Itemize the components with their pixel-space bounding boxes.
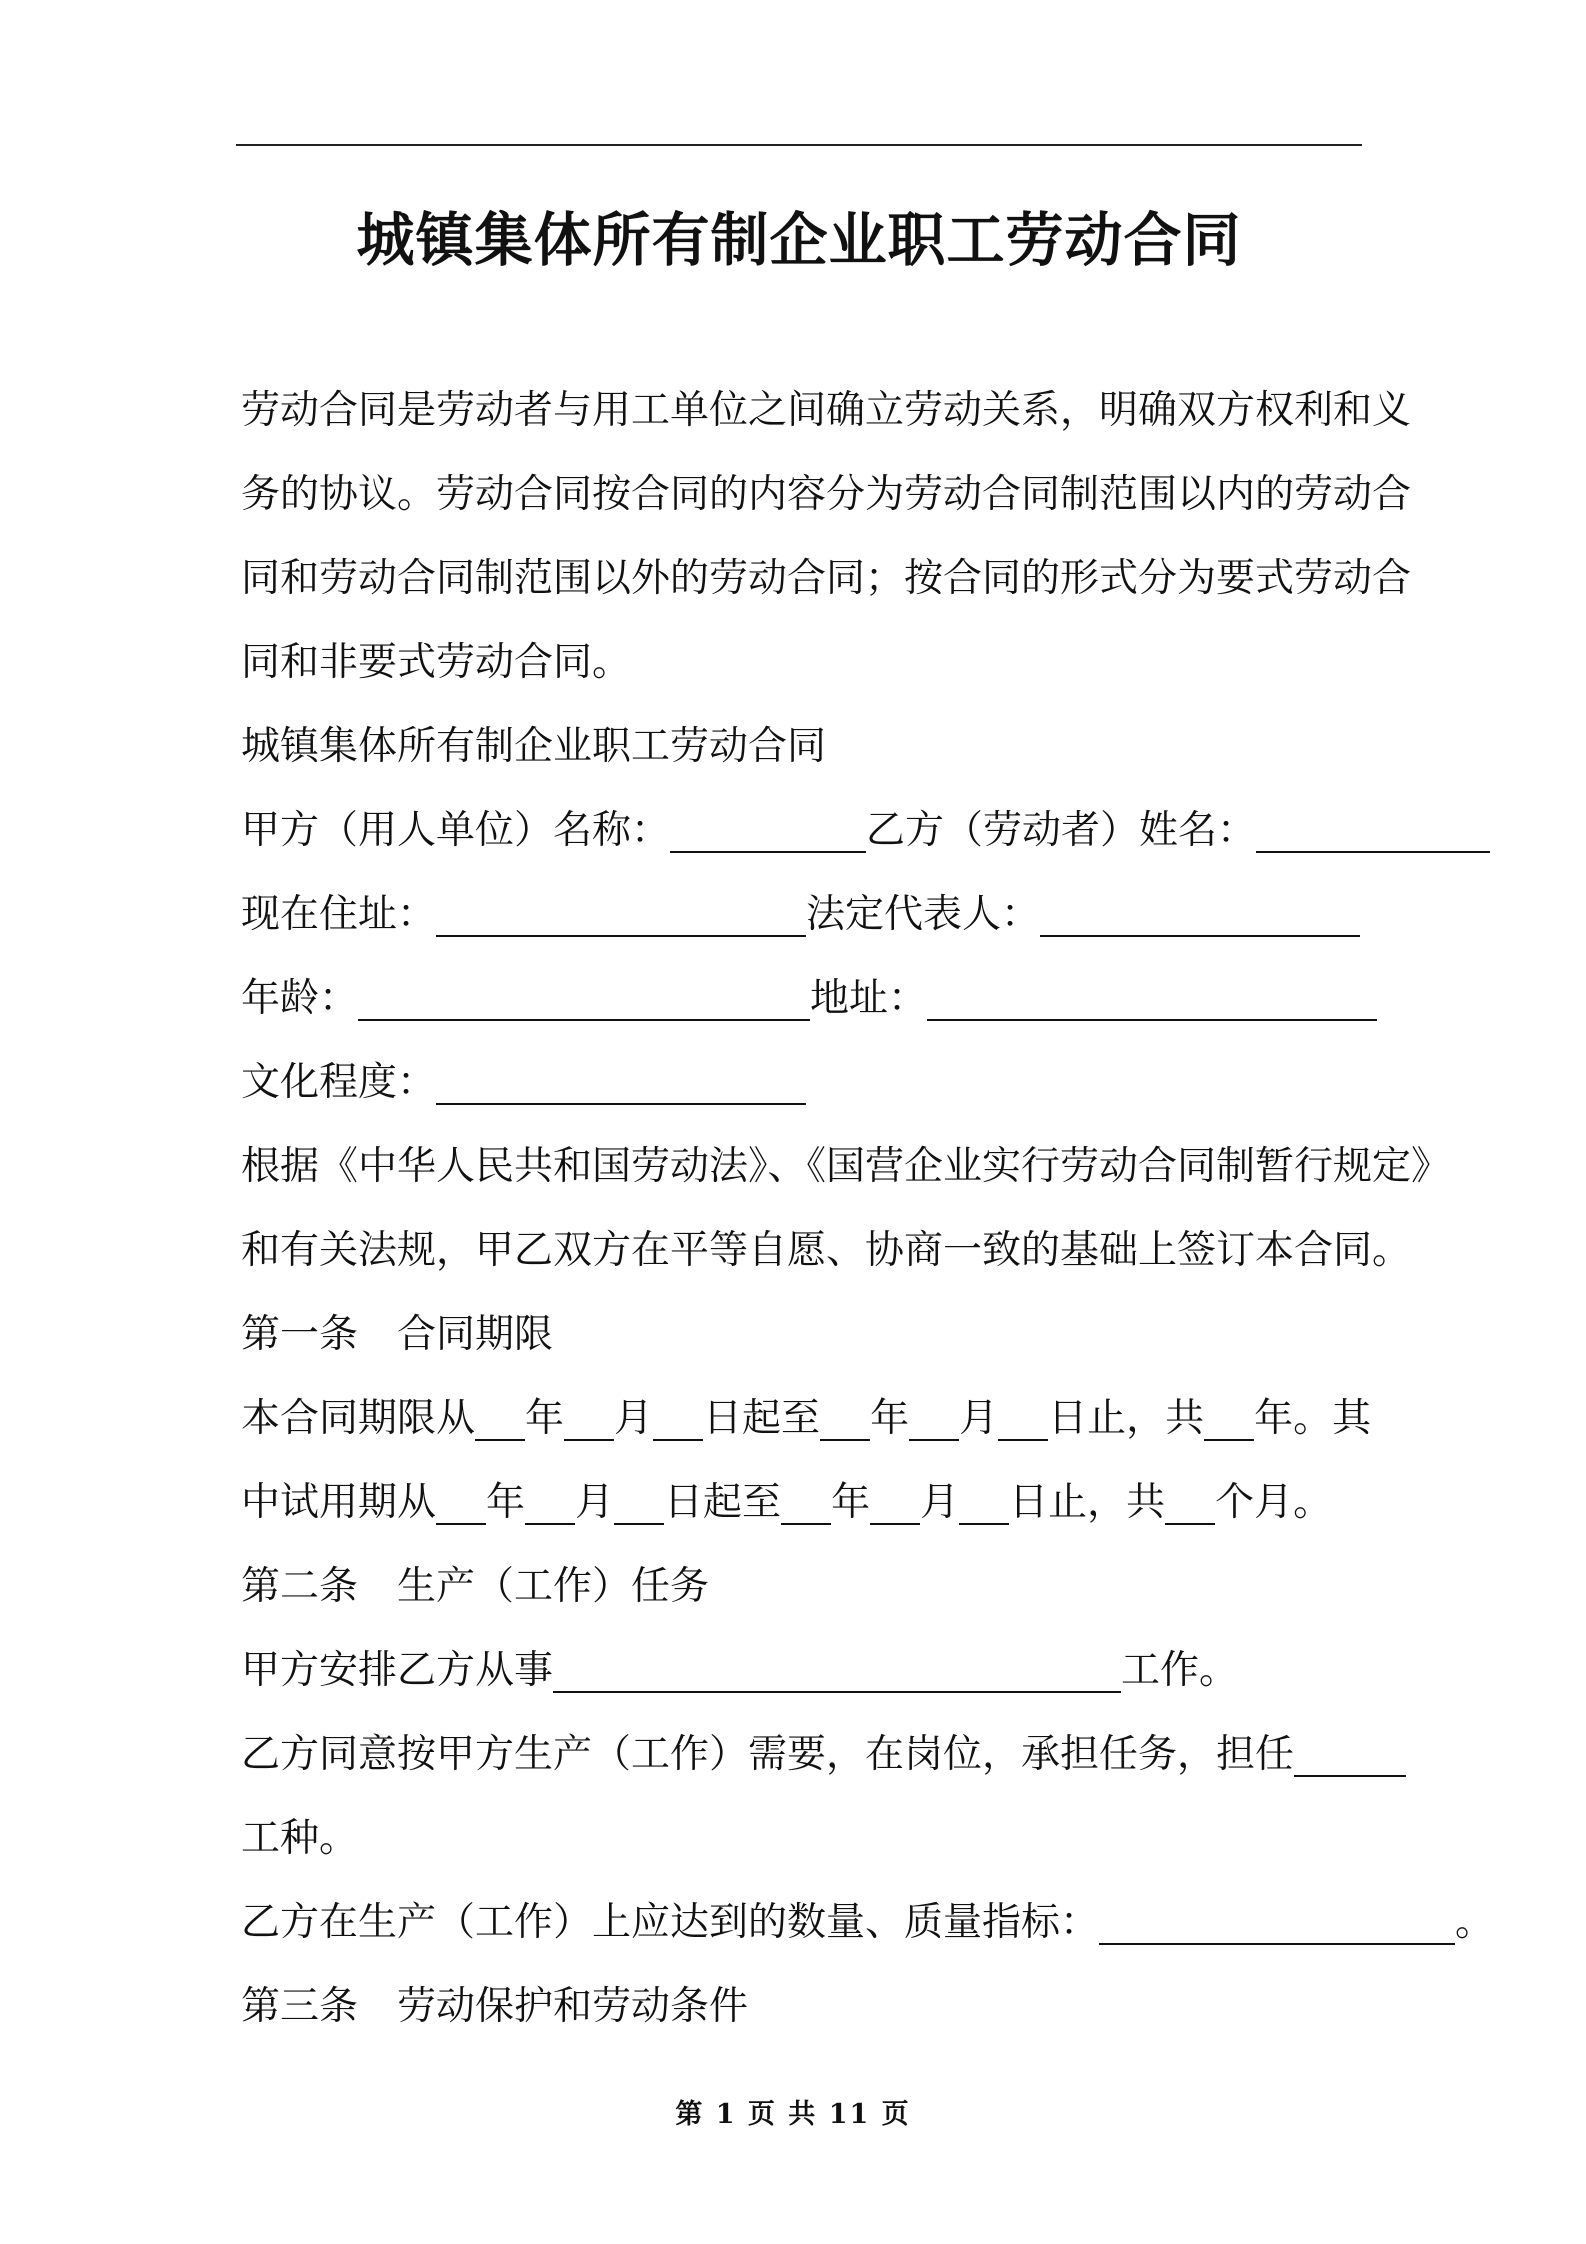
document-body (241, 369, 1495, 2049)
month-unit: 月 (575, 1480, 615, 1525)
assign-suffix: 工作。 (1121, 1648, 1239, 1693)
assign-prefix: 甲方安排乙方从事 (241, 1648, 554, 1693)
education-line (241, 1041, 1377, 1125)
document-title: 城镇集体所有制企业职工劳动合同 (356, 206, 1242, 274)
assignment-line (241, 1629, 1377, 1713)
intro-line-1: 劳动合同是劳动者与用工单位之间确立劳动关系，明确双方权利和义 (241, 388, 1412, 433)
until-text: 日止，共 (1048, 1396, 1205, 1441)
term-start-day-blank[interactable] (653, 1391, 703, 1441)
months-period-text: 个月。 (1215, 1480, 1333, 1525)
year-unit: 年 (525, 1396, 565, 1441)
probation-start-month-blank[interactable] (525, 1475, 575, 1525)
quota-blank[interactable] (1099, 1895, 1455, 1945)
job-type-line: 工种。 (241, 1816, 359, 1861)
term-prefix: 本合同期限从 (241, 1396, 476, 1441)
year-unit: 年 (870, 1396, 910, 1441)
age-label: 年龄： (241, 976, 359, 1021)
article-3-heading: 第三条 劳动保护和劳动条件 (241, 1984, 749, 2029)
quota-line (241, 1881, 1495, 1965)
month-unit: 月 (920, 1480, 960, 1525)
probation-end-month-blank[interactable] (870, 1475, 920, 1525)
party-a-name-blank[interactable] (670, 803, 866, 853)
legal-rep-label: 法定代表人： (806, 892, 1041, 937)
year-unit: 年 (831, 1480, 871, 1525)
article-2-heading: 第二条 生产（工作）任务 (241, 1564, 710, 1609)
probation-prefix: 中试用期从 (241, 1480, 437, 1525)
page-number: 第 1 页 共 11 页 (675, 2099, 911, 2130)
until-text: 日止，共 (1009, 1480, 1166, 1525)
party-a-name-label: 甲方（用人单位）名称： (241, 808, 671, 853)
assignment-blank[interactable] (553, 1643, 1121, 1693)
quota-end: 。 (1455, 1900, 1495, 1945)
intro-line-2: 务的协议。劳动合同按合同的内容分为劳动合同制范围以内的劳动合 (241, 472, 1412, 517)
contract-subtitle: 城镇集体所有制企业职工劳动合同 (241, 724, 827, 769)
intro-line-4: 同和非要式劳动合同。 (241, 640, 632, 685)
location-blank[interactable] (927, 971, 1377, 1021)
probation-end-day-blank[interactable] (959, 1475, 1009, 1525)
party-b-name-label: 乙方（劳动者）姓名： (866, 808, 1257, 853)
term-start-year-blank[interactable] (475, 1391, 525, 1441)
party-b-name-blank[interactable] (1256, 803, 1490, 853)
probation-end-year-blank[interactable] (781, 1475, 831, 1525)
probation-start-day-blank[interactable] (614, 1475, 664, 1525)
term-end-month-blank[interactable] (909, 1391, 959, 1441)
from-text: 日起至 (664, 1480, 782, 1525)
legal-rep-blank[interactable] (1040, 887, 1360, 937)
article-1-heading: 第一条 合同期限 (241, 1312, 554, 1357)
from-text: 日起至 (703, 1396, 821, 1441)
address-blank[interactable] (436, 887, 806, 937)
quota-text: 乙方在生产（工作）上应达到的数量、质量指标： (241, 1900, 1100, 1945)
term-years-blank[interactable] (1204, 1391, 1254, 1441)
location-label: 地址： (810, 976, 928, 1021)
age-location-line (241, 957, 1377, 1041)
address-line (241, 873, 1377, 957)
term-end-year-blank[interactable] (820, 1391, 870, 1441)
agreement-line (241, 1713, 1377, 1797)
probation-months-blank[interactable] (1165, 1475, 1215, 1525)
basis-line-1: 根据《中华人民共和国劳动法》、《国营企业实行劳动合同制暂行规定》 (241, 1144, 1451, 1189)
job-type-blank[interactable] (1294, 1727, 1406, 1777)
header-rule (236, 144, 1362, 146)
month-unit: 月 (614, 1396, 654, 1441)
years-period-text: 年。其 (1254, 1396, 1372, 1441)
probation-start-year-blank[interactable] (436, 1475, 486, 1525)
contract-term-line (241, 1377, 1377, 1461)
month-unit: 月 (959, 1396, 999, 1441)
term-end-day-blank[interactable] (998, 1391, 1048, 1441)
address-label: 现在住址： (241, 892, 437, 937)
age-blank[interactable] (358, 971, 810, 1021)
basis-line-2: 和有关法规，甲乙双方在平等自愿、协商一致的基础上签订本合同。 (241, 1228, 1412, 1273)
party-names-line (241, 789, 1377, 873)
agreement-text: 乙方同意按甲方生产（工作）需要，在岗位，承担任务，担任 (241, 1732, 1295, 1777)
education-blank[interactable] (436, 1055, 806, 1105)
intro-line-3: 同和劳动合同制范围以外的劳动合同；按合同的形式分为要式劳动合 (241, 556, 1412, 601)
education-label: 文化程度： (241, 1060, 437, 1105)
year-unit: 年 (486, 1480, 526, 1525)
term-start-month-blank[interactable] (564, 1391, 614, 1441)
probation-line (241, 1461, 1377, 1545)
